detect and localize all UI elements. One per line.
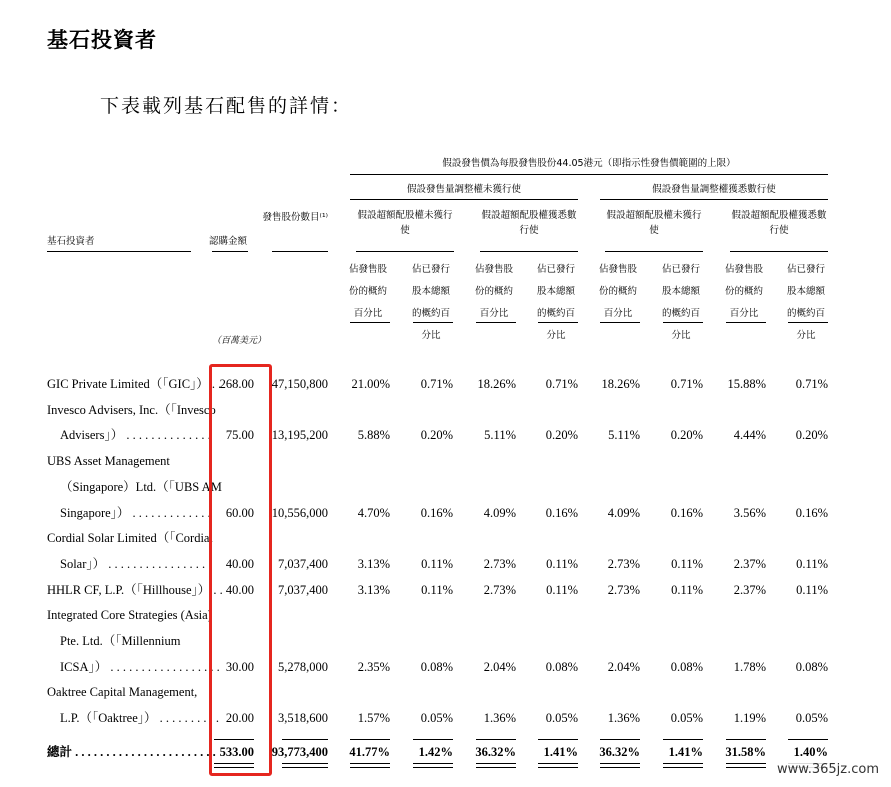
total-pct: 36.32%	[599, 744, 640, 759]
highlight-box	[209, 364, 272, 776]
investor-name: Advisers」） . . . . . . . . . . . . . .	[60, 428, 211, 443]
col-header-pct-capital: 佔已發行股本總額的概約百分比	[661, 264, 700, 341]
sub-header-1: 假設超額配股權未獲行使	[357, 210, 453, 236]
total-top-rule	[600, 739, 640, 740]
col-header-investor: 基石投資者	[47, 236, 95, 247]
total-top-rule	[282, 739, 328, 740]
total-double-rule	[726, 763, 766, 768]
unit-label: （百萬美元）	[212, 336, 267, 346]
shares-cell: 47,150,800	[271, 377, 328, 391]
pct-cell: 0.71%	[795, 377, 828, 391]
total-top-rule	[788, 739, 828, 740]
total-pct: 36.32%	[475, 744, 516, 759]
pct-cell: 0.05%	[420, 711, 453, 726]
shares-cell: 10,556,000	[271, 505, 328, 520]
col-header-pct-offer: 佔發售股份的概約百分比	[348, 264, 387, 319]
sub-rule-1	[356, 251, 454, 252]
total-pct: 1.40%	[793, 744, 828, 759]
col-rule-investor	[47, 251, 191, 252]
amount-cell: 30.00	[225, 659, 254, 674]
col-header-pct-offer: 佔發售股份的概約百分比	[724, 264, 763, 319]
pct-cell: 0.08%	[795, 659, 828, 674]
watermark: www.365jz.com	[773, 762, 883, 777]
col-header-pct-offer: 佔發售股份的概約百分比	[598, 264, 637, 319]
pct-cell: 21.00%	[351, 377, 390, 391]
pct-cell: 5.11%	[484, 428, 516, 443]
pct-cell: 4.09%	[483, 505, 516, 520]
col-header-pct-capital: 佔已發行股本總額的概約百分比	[411, 264, 450, 341]
total-top-rule	[663, 739, 703, 740]
total-double-rule	[350, 763, 390, 768]
pct-cell: 5.88%	[357, 428, 390, 443]
total-double-rule	[476, 763, 516, 768]
pct-cell: 0.11%	[421, 582, 453, 597]
shares-cell: 13,195,200	[271, 428, 328, 443]
pct-cell: 0.16%	[670, 505, 703, 520]
pct-cell: 4.44%	[733, 428, 766, 443]
investor-name: Integrated Core Strategies (Asia)	[47, 608, 212, 623]
pct-cell: 0.11%	[546, 556, 578, 571]
pct-cell: 0.20%	[795, 428, 828, 443]
pct-cell: 5.11%	[608, 428, 640, 443]
pct-cell: 0.05%	[545, 711, 578, 726]
amount-cell: 60.00	[225, 505, 254, 520]
pct-cell: 0.08%	[670, 659, 703, 674]
amount-cell: 40.00	[225, 582, 254, 597]
sub-rule-3	[605, 251, 703, 252]
pct-cell: 2.04%	[483, 659, 516, 674]
investor-name: Cordial Solar Limited（「Cordial	[47, 531, 213, 546]
sub-header-4: 假設超額配股權獲悉數行使	[731, 210, 827, 236]
section-title: 基石投資者	[47, 28, 157, 52]
col-header-pct-offer: 佔發售股份的概約百分比	[474, 264, 513, 319]
pct-cell: 3.13%	[357, 556, 390, 571]
pct-cell: 0.20%	[420, 428, 453, 443]
total-top-rule	[350, 739, 390, 740]
total-shares: 93,773,400	[271, 744, 328, 759]
shares-cell: 7,037,400	[278, 582, 328, 597]
amount-cell: 75.00	[225, 428, 254, 443]
sub-header-3: 假設超額配股權未獲行使	[606, 210, 702, 236]
total-top-rule	[476, 739, 516, 740]
shares-cell: 3,518,600	[278, 711, 328, 726]
total-double-rule	[600, 763, 640, 768]
pct-header-rule	[663, 322, 703, 323]
pct-header-rule	[788, 322, 828, 323]
pct-cell: 4.09%	[607, 505, 640, 520]
pct-cell: 0.11%	[671, 582, 703, 597]
total-pct: 1.41%	[668, 744, 703, 759]
pct-cell: 18.26%	[477, 377, 516, 391]
pct-cell: 0.05%	[670, 711, 703, 726]
pct-cell: 0.11%	[796, 582, 828, 597]
group-rule-2	[600, 199, 828, 200]
table-top-header: 假設發售價為每股發售股份44.05港元（即指示性發售價範圍的上限）	[442, 158, 736, 169]
group-header-1: 假設發售量調整權未獲行使	[406, 184, 521, 195]
pct-cell: 1.36%	[483, 711, 516, 726]
total-top-rule	[726, 739, 766, 740]
pct-cell: 0.71%	[670, 377, 703, 391]
pct-cell: 0.71%	[420, 377, 453, 391]
col-header-amount: 認購金額	[208, 236, 247, 247]
investor-name: GIC Private Limited（「GIC」） . .	[47, 377, 222, 391]
pct-cell: 0.16%	[545, 505, 578, 520]
total-top-rule	[538, 739, 578, 740]
pct-cell: 2.37%	[733, 556, 766, 571]
header-rule	[350, 174, 828, 175]
pct-cell: 0.11%	[671, 556, 703, 571]
investor-name: Oaktree Capital Management,	[47, 685, 198, 700]
amount-cell: 20.00	[225, 711, 254, 726]
investor-name: HHLR CF, L.P.（「Hillhouse」） . .	[47, 582, 223, 597]
pct-cell: 0.71%	[545, 377, 578, 391]
pct-header-rule	[600, 322, 640, 323]
pct-header-rule	[726, 322, 766, 323]
investor-name: （Singapore）Ltd.（「UBS AM	[60, 479, 222, 494]
group-header-2: 假設發售量調整權獲悉數行使	[652, 184, 776, 195]
total-pct: 1.41%	[543, 744, 578, 759]
col-rule-amount	[212, 251, 248, 252]
total-amount: 533.00	[219, 744, 254, 759]
shares-cell: 5,278,000	[278, 659, 328, 674]
total-double-rule	[413, 763, 453, 768]
pct-cell: 2.73%	[607, 582, 640, 597]
sub-rule-4	[730, 251, 828, 252]
col-header-pct-capital: 佔已發行股本總額的概約百分比	[786, 264, 825, 341]
pct-header-rule	[350, 322, 390, 323]
total-pct: 1.42%	[418, 744, 453, 759]
group-rule-1	[350, 199, 578, 200]
pct-cell: 2.04%	[607, 659, 640, 674]
pct-header-rule	[476, 322, 516, 323]
pct-cell: 2.73%	[483, 556, 516, 571]
col-rule-shares	[272, 251, 328, 252]
investor-name: Solar」） . . . . . . . . . . . . . . . . .	[60, 556, 212, 571]
total-pct: 31.58%	[725, 744, 766, 759]
pct-cell: 0.05%	[795, 711, 828, 726]
pct-cell: 1.78%	[733, 659, 766, 674]
pct-cell: 2.37%	[733, 582, 766, 597]
investor-name: L.P.（「Oaktree」） . . . . . . . . . .	[60, 711, 220, 726]
intro-text: 下表載列基石配售的詳情：	[100, 95, 353, 117]
pct-header-rule	[538, 322, 578, 323]
shares-cell: 7,037,400	[278, 556, 328, 571]
investor-name: Singapore」） . . . . . . . . . . . . .	[60, 505, 211, 520]
investor-name: Invesco Advisers, Inc.（「Invesco	[47, 402, 216, 417]
pct-cell: 15.88%	[727, 377, 766, 391]
pct-cell: 4.70%	[357, 505, 390, 520]
pct-cell: 1.36%	[607, 711, 640, 726]
pct-cell: 0.11%	[796, 556, 828, 571]
total-double-rule	[538, 763, 578, 768]
pct-cell: 0.11%	[546, 582, 578, 597]
pct-cell: 0.11%	[421, 556, 453, 571]
total-pct: 41.77%	[349, 744, 390, 759]
sub-header-2: 假設超額配股權獲悉數行使	[481, 210, 577, 236]
col-header-shares: 發售股份數目⁽¹⁾	[262, 212, 328, 223]
total-label: 總計 . . . . . . . . . . . . . . . . . . . . . . .	[47, 744, 216, 759]
pct-cell: 0.20%	[670, 428, 703, 443]
pct-cell: 3.56%	[733, 505, 766, 520]
pct-cell: 0.20%	[545, 428, 578, 443]
investor-name: UBS Asset Management	[47, 454, 170, 469]
pct-cell: 0.16%	[420, 505, 453, 520]
total-double-rule	[663, 763, 703, 768]
pct-cell: 2.73%	[483, 582, 516, 597]
pct-cell: 0.16%	[795, 505, 828, 520]
pct-cell: 2.73%	[607, 556, 640, 571]
amount-cell: 40.00	[225, 556, 254, 571]
pct-cell: 2.35%	[357, 659, 390, 674]
pct-cell: 18.26%	[601, 377, 640, 391]
pct-cell: 0.08%	[420, 659, 453, 674]
pct-header-rule	[413, 322, 453, 323]
total-double-rule	[282, 763, 328, 768]
pct-cell: 0.08%	[545, 659, 578, 674]
total-top-rule	[413, 739, 453, 740]
pct-cell: 1.57%	[357, 711, 390, 726]
pct-cell: 3.13%	[357, 582, 390, 597]
investor-name: Pte. Ltd.（「Millennium	[60, 634, 181, 648]
sub-rule-2	[480, 251, 578, 252]
col-header-pct-capital: 佔已發行股本總額的概約百分比	[536, 264, 575, 341]
amount-cell: 268.00	[219, 377, 254, 391]
investor-name: ICSA」） . . . . . . . . . . . . . . . . . .	[60, 659, 220, 674]
pct-cell: 1.19%	[733, 711, 766, 726]
